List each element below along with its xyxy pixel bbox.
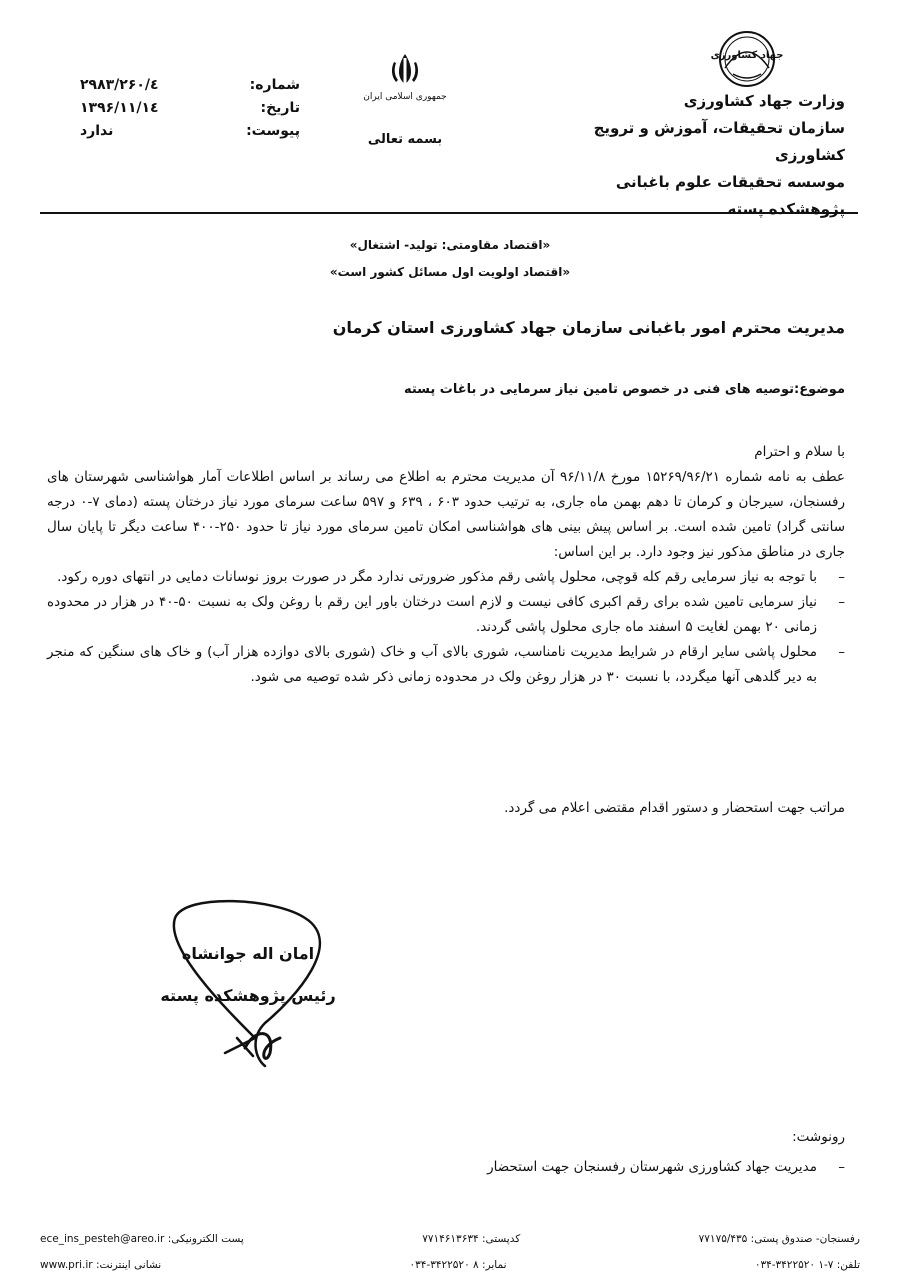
cc-label: رونوشت:: [792, 1129, 845, 1145]
intro-paragraph: عطف به نامه شماره ۱۵۲۶۹/۹۶/۲۱ مورخ ۹۶/۱۱/۸ آن مدیریت محترم به اطلاع می رساند بر اساس اطلاعات آمار هواشناسی شهرستان های رفسنجان، سیرجان و کرمان تا دهم بهمن ماه جاری، به ترتیب حدود ۶۰۳ ، ۶۳۹ و ۵۹۷ ساعت سرمای مورد نیاز درختان پسته (دمای ۷-۰ درجه سانتی گراد) تامین شده است. بر اساس پیش بینی های هواشناسی امکان تامین سرمای مورد نیاز تا حدود ۲۵۰-۴۰۰ ساعت دیگر تا پایان سال جاری در مناطق مذکور نیز وجود دارد. بر این اساس:: [47, 469, 846, 560]
web-value[interactable]: www.pri.ir: [40, 1259, 93, 1271]
email-label: پست الکترونیکی:: [167, 1233, 244, 1245]
org-ministry: وزارت جهاد کشاورزی: [683, 92, 845, 110]
meta-attachment-row: [80, 120, 300, 143]
recommendation-item: [47, 565, 845, 590]
number-label: شماره:: [249, 77, 300, 93]
logo-text: جهاد کشاورزی: [711, 50, 783, 61]
cc-item: [145, 1152, 845, 1182]
org-organization: سازمان تحقیقات، آموزش و ترویج کشاورزی: [593, 119, 845, 164]
footer-row-1: [40, 1226, 860, 1252]
cc-item-text: مدیریت جهاد کشاورزی شهرستان رفسنجان جهت استحضار: [487, 1159, 817, 1175]
slogan-2: «اقتصاد اولویت اول مسائل کشور است»: [329, 265, 571, 279]
phone-value: ۰۳۴-۳۴۲۲۵۲۰ ۱-۷: [754, 1259, 834, 1271]
web-label: نشانی اینترنت:: [95, 1259, 162, 1271]
slogans: [300, 232, 600, 286]
footer-web: [40, 1252, 161, 1278]
date-label: تاریخ:: [260, 100, 300, 116]
postal-label: کدپستی:: [481, 1233, 521, 1245]
signer-title: رئیس پژوهشکده پسته: [160, 986, 336, 1005]
footer-fax: [410, 1252, 507, 1278]
organization-block: [545, 88, 845, 223]
recommendation-item: [47, 640, 845, 690]
carbon-copy: [145, 1122, 845, 1182]
attachment-value: ندارد: [80, 123, 114, 139]
letter-meta: [80, 74, 300, 143]
iran-emblem-icon: [385, 50, 425, 90]
greeting: با سلام و احترام: [754, 444, 845, 460]
meta-number-row: [80, 74, 300, 97]
jahad-keshavarzi-logo: [711, 28, 783, 90]
bullet-dash: –: [838, 644, 845, 660]
attachment-label: پیوست:: [246, 123, 300, 139]
footer-email: [40, 1226, 244, 1252]
org-research-center: پژوهشکده پسته: [727, 200, 845, 218]
email-value[interactable]: ece_ins_pesteh@areo.ir: [40, 1233, 165, 1245]
footer-phone: [755, 1252, 860, 1278]
header-divider: [40, 212, 858, 214]
recommendation-item: [47, 590, 845, 640]
fax-label: نمابر:: [482, 1259, 507, 1271]
bismillah: بسمه تعالی: [367, 132, 443, 147]
recommendation-list: [47, 565, 845, 690]
bullet-dash: –: [838, 569, 845, 585]
date-value: ۱۳۹۶/۱۱/۱٤: [80, 100, 159, 116]
fax-value: ۰۳۴-۳۴۲۲۵۲۰ ۸: [409, 1259, 479, 1271]
signer-name: امان اله جوانشاه: [181, 944, 315, 963]
phone-label: تلفن:: [836, 1259, 860, 1271]
recommendation-text: نیاز سرمایی تامین شده برای رقم اکبری کافی نیست و لازم است درختان باور این رقم با روغن ولک به نسبت ۵۰-۴۰ در هزار در محدوده زمانی ۲۰ بهمن لغایت ۵ اسفند ماه جاری محلول پاشی گردند.: [47, 594, 818, 635]
bullet-dash: –: [838, 594, 845, 610]
emblem-caption: جمهوری اسلامی ایران: [363, 92, 447, 102]
closing-sentence: مراتب جهت استحضار و دستور اقدام مقتضی اعلام می گردد.: [504, 800, 845, 816]
addressee: مدیریت محترم امور باغبانی سازمان جهاد کشاورزی استان کرمان: [332, 318, 845, 337]
handwritten-signature: [105, 888, 365, 1078]
emblem-block: [340, 50, 470, 147]
po-box-value: ۷۷۱۷۵/۴۳۵: [698, 1233, 748, 1245]
footer-row-2: [40, 1252, 860, 1278]
meta-date-row: [80, 97, 300, 120]
subject-line: موضوع:توصیه های فنی در خصوص تامین نیاز سرمایی در باغات پسته: [403, 382, 845, 397]
recommendation-text: محلول پاشی سایر ارقام در شرایط مدیریت نامناسب، شوری بالای آب و خاک (شوری بالای دوازده هزار آب) و خاک های سنگین که منجر به دیر گلدهی آنها میگردد، با نسبت ۳۰ در هزار روغن ولک در محدوده زمانی ذکر شده توصیه می شود.: [47, 644, 817, 685]
slogan-1: «اقتصاد مقاومتی: تولید- اشتغال»: [349, 238, 551, 252]
number-value: ۲۹۸۳/۲۶۰/٤: [80, 77, 159, 93]
letter-footer: [40, 1226, 860, 1278]
footer-postal: [422, 1226, 520, 1252]
org-institute: موسسه تحقیقات علوم باغبانی: [615, 173, 845, 191]
postal-value: ۷۷۱۴۶۱۳۶۳۴: [422, 1233, 479, 1245]
footer-address: [699, 1226, 860, 1252]
cc-dash: –: [838, 1159, 845, 1175]
address-label: رفسنجان- صندوق پستی:: [750, 1233, 860, 1245]
letter-body: [47, 440, 845, 690]
recommendation-text: با توجه به نیاز سرمایی رقم کله قوچی، محلول پاشی رقم مذکور ضرورتی ندارد مگر در صورت بروز نوسانات دمایی در انتهای دوره رکود.: [57, 569, 817, 585]
